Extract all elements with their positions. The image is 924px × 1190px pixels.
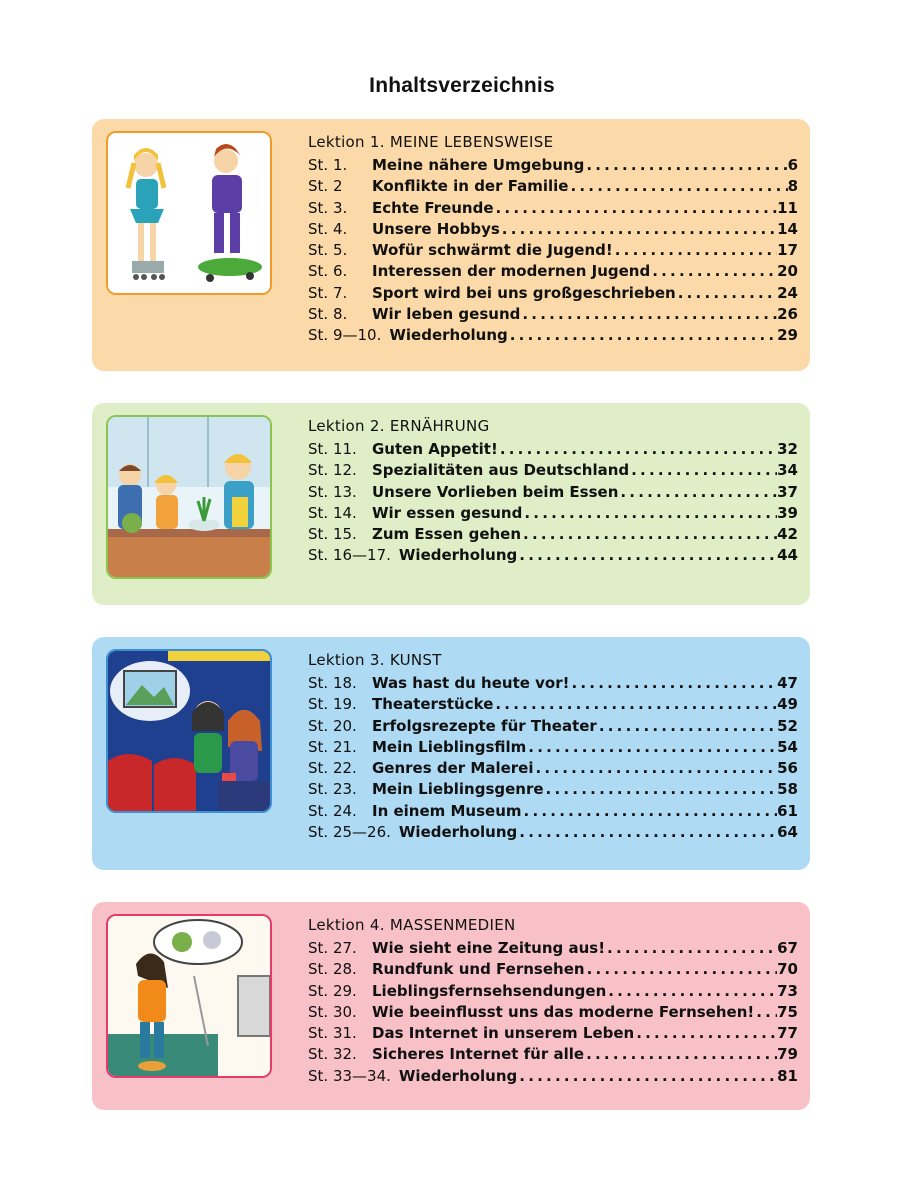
entry-number: St. 18. <box>308 674 357 692</box>
lesson-2-illustration <box>106 415 272 579</box>
toc-entry[interactable] <box>308 439 798 460</box>
toc-entry[interactable] <box>308 524 798 545</box>
lesson-4-illustration <box>106 914 272 1078</box>
lesson-3-panel <box>92 637 810 870</box>
lesson-1-contents <box>308 129 798 347</box>
dot-leader <box>606 981 777 1002</box>
entry-page: 79 <box>777 1045 798 1064</box>
entry-number: St. 20. <box>308 716 357 735</box>
entry-number: St. 24. <box>308 801 357 820</box>
entry-title: Mein Lieblingsfilm <box>372 737 527 756</box>
toc-entry[interactable] <box>308 304 798 325</box>
toc-entry[interactable] <box>308 801 798 822</box>
entry-number: St. 19. <box>308 695 357 714</box>
entry-page: 34 <box>777 461 798 480</box>
lesson-2-contents <box>308 413 798 567</box>
lesson-3-contents <box>308 647 798 843</box>
entry-number: St. 1. <box>308 156 348 174</box>
entry-title: Echte Freunde <box>372 198 494 217</box>
lesson-heading: Lektion 1. MEINE LEBENSWEISE <box>308 133 554 151</box>
entry-page: 14 <box>777 219 798 238</box>
entry-page: 70 <box>777 960 798 979</box>
entry-number: St. 29. <box>308 981 357 1000</box>
entry-page: 37 <box>777 482 798 501</box>
entry-title: Was hast du heute vor! <box>372 674 570 692</box>
entry-number: St. 22. <box>308 759 357 778</box>
entry-title: Konflikte in der Familie <box>372 177 569 196</box>
entry-number: St. 11. <box>308 440 357 458</box>
toc-entry[interactable] <box>308 758 798 779</box>
entry-page: 11 <box>777 198 798 217</box>
toc-entry[interactable] <box>308 779 798 800</box>
dot-leader <box>629 460 777 481</box>
lesson-heading: Lektion 3. KUNST <box>308 651 442 669</box>
entry-title: Wir leben gesund <box>372 305 521 324</box>
toc-entry[interactable] <box>308 176 798 197</box>
toc-entry[interactable] <box>308 261 798 282</box>
entry-title: Rundfunk und Fernsehen <box>372 960 585 979</box>
entry-number: St. 5. <box>308 241 348 260</box>
dot-leader <box>498 439 777 460</box>
entry-title: Guten Appetit! <box>372 440 498 458</box>
entry-page: 24 <box>777 283 798 302</box>
entry-title: Wiederholung <box>389 326 508 345</box>
entry-page: 77 <box>777 1024 798 1043</box>
entry-title: Sicheres Internet für alle <box>372 1045 585 1064</box>
entry-number: St. 33—34. <box>308 1066 391 1085</box>
toc-entry[interactable] <box>308 1044 798 1065</box>
entry-number: St. 23. <box>308 780 357 799</box>
entry-number: St. 14. <box>308 503 357 522</box>
lesson-1-illustration <box>106 131 272 295</box>
entry-page: 56 <box>777 759 798 778</box>
entry-number: St. 9—10. <box>308 326 382 345</box>
lesson-1-panel <box>92 119 810 371</box>
entry-number: St. 32. <box>308 1045 357 1064</box>
lesson-heading: Lektion 4. MASSENMEDIEN <box>308 916 516 934</box>
entry-page: 17 <box>777 241 798 260</box>
entry-number: St. 6. <box>308 262 348 281</box>
entry-number: St. 8. <box>308 305 348 324</box>
toc-entry[interactable] <box>308 198 798 219</box>
dot-leader <box>522 503 777 524</box>
dot-leader <box>494 198 778 219</box>
toc-entry[interactable] <box>308 503 798 524</box>
entry-number: St. 13. <box>308 482 357 501</box>
entry-number: St. 3. <box>308 198 348 217</box>
toc-entry[interactable] <box>308 737 798 758</box>
dot-leader <box>568 176 787 197</box>
dot-leader <box>534 758 778 779</box>
entry-page: 44 <box>777 546 798 565</box>
toc-entry[interactable] <box>308 155 798 176</box>
entry-page: 75 <box>777 1002 798 1021</box>
dot-leader <box>522 801 778 822</box>
dot-leader <box>517 822 777 843</box>
page-title: Inhaltsverzeichnis <box>369 74 555 97</box>
entry-title: Wiederholung <box>398 823 518 842</box>
dot-leader <box>597 716 777 737</box>
entry-title: Spezialitäten aus Deutschland <box>372 461 630 480</box>
entry-number: St. 27. <box>308 939 357 957</box>
toc-entry[interactable] <box>308 460 798 481</box>
toc-entry[interactable] <box>308 545 798 566</box>
entry-title: Wie beeinflusst uns das moderne Fernsehen! <box>372 1002 755 1021</box>
lesson-2-panel <box>92 403 810 605</box>
toc-entry[interactable] <box>308 283 798 304</box>
entry-title: Wiederholung <box>398 546 518 565</box>
entry-page: 26 <box>777 305 798 324</box>
toc-entry[interactable] <box>308 938 798 959</box>
entry-page: 67 <box>777 939 798 957</box>
entry-title: Theaterstücke <box>372 695 494 714</box>
entry-page: 39 <box>777 503 798 522</box>
entry-title: Lieblingsfernsehsendungen <box>372 981 607 1000</box>
entry-page: 54 <box>777 737 798 756</box>
entry-page: 8 <box>787 177 798 196</box>
dot-leader <box>500 219 777 240</box>
entry-page: 61 <box>777 801 798 820</box>
entry-title: Unsere Hobbys <box>372 219 500 238</box>
entry-title: Zum Essen gehen <box>372 525 522 544</box>
toc-entry[interactable] <box>308 959 798 980</box>
entry-title: Mein Lieblingsgenre <box>372 780 544 799</box>
toc-entry[interactable] <box>308 219 798 240</box>
toc-entry[interactable] <box>308 716 798 737</box>
entry-page: 49 <box>777 695 798 714</box>
lesson-3-illustration <box>106 649 272 813</box>
entry-page: 64 <box>777 823 798 842</box>
dot-leader <box>544 779 778 800</box>
entry-title: Wir essen gesund <box>372 503 523 522</box>
entry-title: Wiederholung <box>398 1066 518 1085</box>
dot-leader <box>754 1002 777 1023</box>
entry-number: St. 21. <box>308 737 357 756</box>
entry-title: In einem Museum <box>372 801 522 820</box>
entry-number: St. 12. <box>308 461 357 480</box>
entry-number: St. 28. <box>308 960 357 979</box>
toc-entry[interactable] <box>308 673 798 694</box>
entry-title: Das Internet in unserem Leben <box>372 1024 635 1043</box>
entry-page: 42 <box>777 525 798 544</box>
entry-page: 81 <box>777 1066 798 1085</box>
entry-number: St. 4. <box>308 219 348 238</box>
entry-number: St. 25—26. <box>308 823 391 842</box>
lesson-heading: Lektion 2. ERNÄHRUNG <box>308 417 490 435</box>
entry-title: Wofür schwärmt die Jugend! <box>372 241 613 260</box>
toc-entry[interactable] <box>308 694 798 715</box>
dot-leader <box>650 261 777 282</box>
entry-page: 52 <box>777 716 798 735</box>
dot-leader <box>584 155 787 176</box>
entry-title: Interessen der modernen Jugend <box>372 262 651 281</box>
entry-title: Genres der Malerei <box>372 759 534 778</box>
entry-page: 47 <box>777 674 798 692</box>
entry-number: St. 15. <box>308 525 357 544</box>
entry-number: St. 30. <box>308 1002 357 1021</box>
entry-page: 58 <box>777 780 798 799</box>
lesson-4-contents <box>308 912 798 1087</box>
toc-entry[interactable] <box>308 822 798 843</box>
dot-leader <box>493 694 777 715</box>
toc-entry[interactable] <box>308 482 798 503</box>
toc-entry[interactable] <box>308 1023 798 1044</box>
dot-leader <box>517 1066 777 1087</box>
dot-leader <box>634 1023 777 1044</box>
toc-entry[interactable] <box>308 240 798 261</box>
entry-number: St. 7. <box>308 283 348 302</box>
dot-leader <box>613 240 777 261</box>
dot-leader <box>585 959 778 980</box>
toc-entry[interactable] <box>308 1002 798 1023</box>
toc-entry[interactable] <box>308 981 798 1002</box>
entry-title: Meine nähere Umgebung <box>372 156 585 174</box>
dot-leader <box>618 482 777 503</box>
entry-page: 29 <box>777 326 798 345</box>
entry-title: Sport wird bei uns großgeschrieben <box>372 283 676 302</box>
dot-leader <box>520 304 777 325</box>
entry-page: 20 <box>777 262 798 281</box>
entry-number: St. 31. <box>308 1024 357 1043</box>
dot-leader <box>508 325 777 346</box>
dot-leader <box>676 283 777 304</box>
entry-title: Wie sieht eine Zeitung aus! <box>372 939 606 957</box>
toc-entry[interactable] <box>308 1066 798 1087</box>
dot-leader <box>521 524 777 545</box>
entry-title: Unsere Vorlieben beim Essen <box>372 482 619 501</box>
entry-number: St. 2 <box>308 177 343 196</box>
dot-leader <box>569 673 777 694</box>
toc-entry[interactable] <box>308 325 798 346</box>
entry-title: Erfolgsrezepte für Theater <box>372 716 597 735</box>
dot-leader <box>605 938 777 959</box>
dot-leader <box>517 545 777 566</box>
lesson-4-panel <box>92 902 810 1110</box>
dot-leader <box>584 1044 777 1065</box>
entry-page: 32 <box>777 440 798 458</box>
entry-page: 73 <box>777 981 798 1000</box>
entry-number: St. 16—17. <box>308 546 391 565</box>
entry-page: 6 <box>787 156 798 174</box>
dot-leader <box>526 737 777 758</box>
